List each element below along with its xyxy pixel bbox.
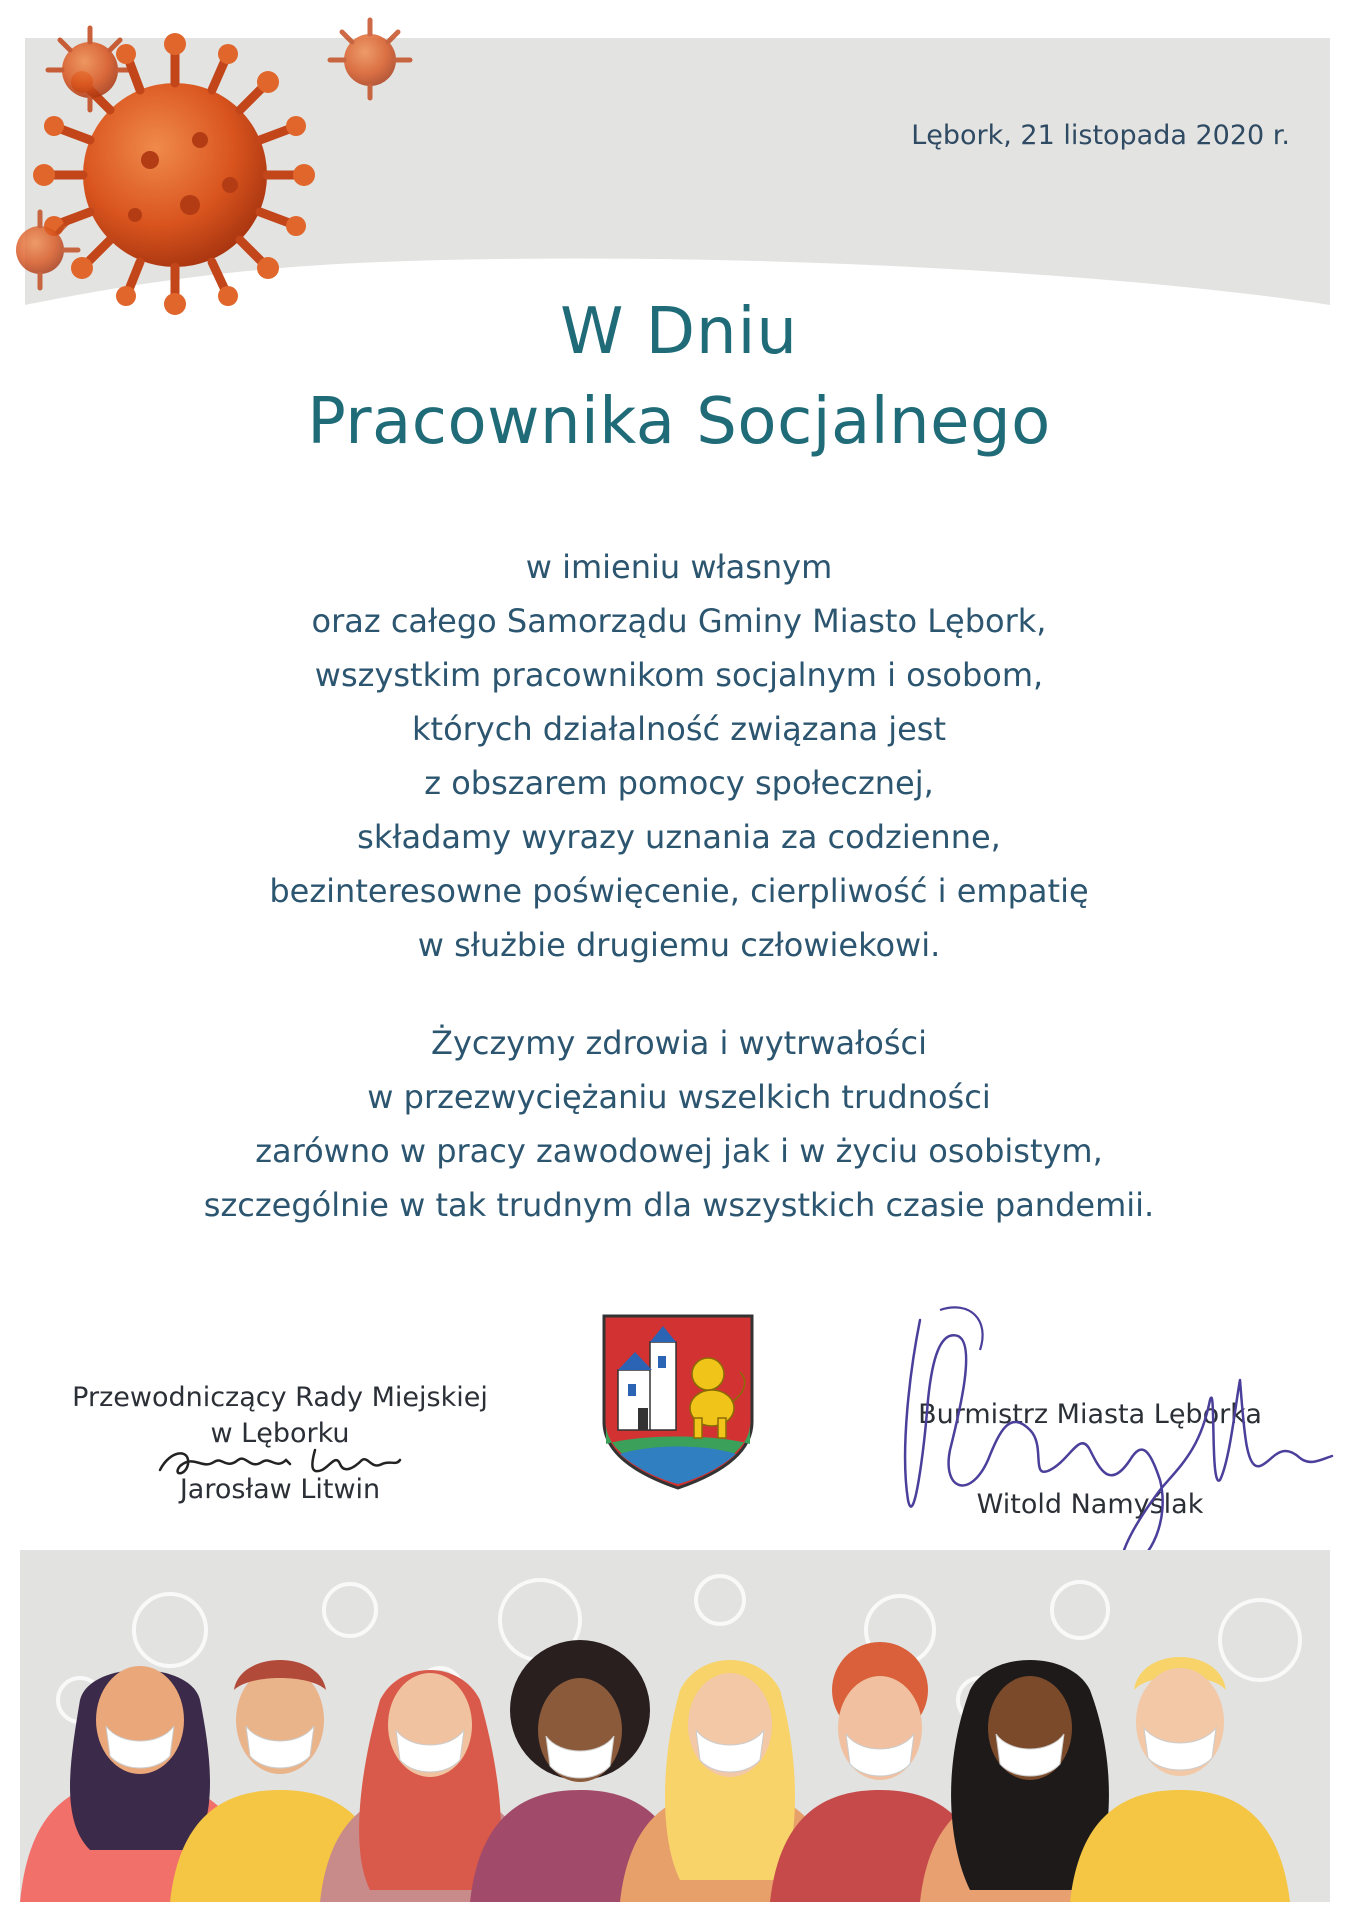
body-line: Życzymy zdrowia i wytrwałości [431,1024,927,1062]
body-line: oraz całego Samorządu Gminy Miasto Lębork, [311,602,1047,640]
masked-people-illustration [20,1550,1330,1902]
body-line: wszystkim pracownikom socjalnym i osobom, [314,656,1044,694]
body-line: w imieniu własnym [525,548,833,586]
title-line-2: Pracownika Socjalnego [307,385,1051,459]
body-line: szczególnie w tak trudnym dla wszystkich czasie pandemii. [203,1186,1155,1224]
page-title [0,290,1358,470]
body-line: zarówno w pracy zawodowej jak i w życiu osobistym, [255,1132,1103,1170]
signature-right-name: Witold Namyślak [976,1489,1204,1520]
paragraph-gap [0,972,1358,1016]
body-line: składamy wyrazy uznania za codzienne, [357,818,1001,856]
body-line: z obszarem pomocy społecznej, [424,764,934,802]
date-place: Lębork, 21 listopada 2020 r. [911,120,1290,151]
body-line: w przezwyciężaniu wszelkich trudności [367,1078,991,1116]
handwritten-signature-right [880,1290,1340,1580]
top-virus-band [0,0,1358,330]
signature-left-role-2: w Lęborku [210,1418,350,1449]
signature-right-role: Burmistrz Miasta Lęborka [918,1399,1262,1430]
body-line: bezinteresowne poświęcenie, cierpliwość i empatię [269,872,1089,910]
message-body [0,540,1358,1232]
signature-left-role-1: Przewodniczący Rady Miejskiej [72,1382,488,1413]
body-line: których działalność związana jest [411,710,947,748]
title-line-1: W Dniu [560,295,798,369]
coat-of-arms-icon [600,1312,756,1492]
body-line: w służbie drugiemu człowiekowi. [417,926,941,964]
signature-left-name: Jarosław Litwin [179,1474,381,1505]
handwritten-signature-left [150,1430,410,1490]
